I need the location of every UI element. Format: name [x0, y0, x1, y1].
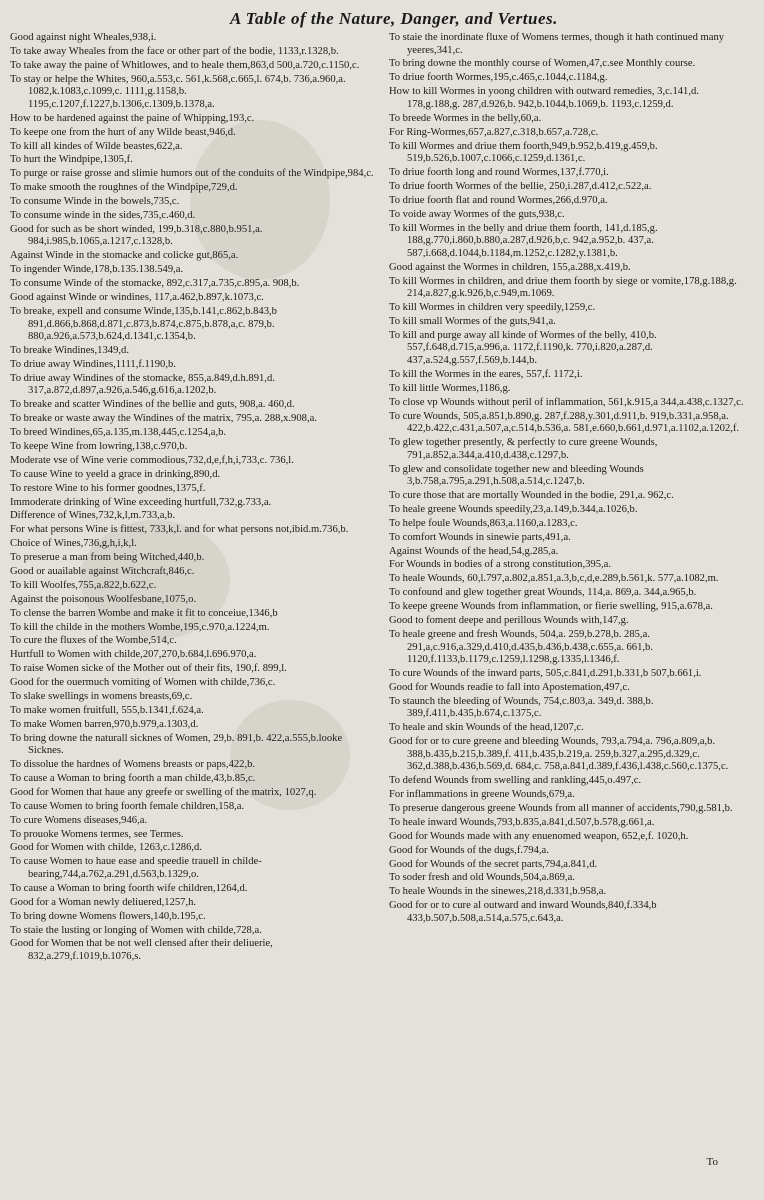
index-entry: To kill all kindes of Wilde beastes,622,a. — [10, 140, 183, 152]
index-entry: Good against night Wheales,938,i. — [10, 32, 157, 43]
index-entry: To stay or helpe the Whites, 960,a.553,c. 561,k.568,c.665,l. 674,b. 736,a.960,a. 1082,k.1083,c.1099,c. 1111,g.1158,b. 1195,c.1207,f.1227,b.1306,c.1309,b.1378,a. — [10, 73, 346, 110]
index-entry: Immoderate drinking of Wine exceeding hurtfull,732,g.733,a. — [10, 496, 272, 508]
index-entry: To kill small Wormes of the guts,941,a. — [389, 315, 556, 327]
index-entry: Good for or to cure greene and bleeding Wounds, 793,a.794,a. 796,a.809,a,b. 388,b.435,b.215,b.389,f. 411,b.435,b.219,a. 259,b.327,a.295,d.329,c. 362,d.388,b.436,b.569,d. 684,c. 758,a.841,d.389,f.436,l.438,c.560,c.1375,c. — [389, 736, 729, 773]
index-entry: To driue foorth Wormes of the bellie, 250,i.287,d.412,c.522,a. — [389, 180, 652, 192]
index-entry: To slake swellings in womens breasts,69,c. — [10, 690, 193, 702]
index-entry: Good for the ouermuch vomiting of Women with childe,736,c. — [10, 677, 276, 689]
index-entry: To comfort Wounds in sinewie parts,491,a. — [389, 531, 571, 543]
index-entry: To consume winde in the sides,735,c.460,d. — [10, 209, 196, 221]
index-entry: Against Wounds of the head,54,g.285,a. — [389, 545, 559, 557]
index-entry: Good to foment deepe and perillous Wounds with,147,g. — [389, 615, 629, 627]
index-entry: Choice of Wines,736,g,h,i,k,l. — [10, 538, 137, 550]
index-entry: To heale Wounds in the sinewes,218,d.331,b.958,a. — [389, 886, 607, 898]
index-entry: Good or auailable against Witchcraft,846,c. — [10, 565, 195, 577]
index-entry: To breed Windines,65,a.135,m.138,445,c.1254,a,b. — [10, 427, 227, 439]
index-entry: To voide away Wormes of the guts,938,c. — [389, 208, 565, 220]
index-entry: To bring downe the naturall sicknes of Women, 29,b. 891,b. 422,a.555,b.looke Sicknes. — [10, 732, 343, 757]
index-entry: To consume Winde of the stomacke, 892,c.317,a.735,c.895,a. 908,b. — [10, 278, 300, 290]
index-entry: Good for or to cure al outward and inward Wounds,840,f.334,b 433,b.507,b.508,a.514,a.575,c.643,a. — [389, 900, 657, 924]
index-entry: To cure Womens diseases,946,a. — [10, 814, 148, 826]
index-entry: To kill Wormes and driue them foorth,949,b.952,b.419,g.459,b. 519,b.526,b.1007,c.1066,c.1259,d.1361,c. — [389, 140, 658, 165]
index-entry: To dissolue the hardnes of Womens breasts or paps,422,b. — [10, 759, 256, 771]
index-entry: For what persons Wine is fittest, 733,k,l. and for what persons not,ibid.m.736,b. — [10, 524, 349, 536]
index-entry: Against Winde in the stomacke and colicke gut,865,a. — [10, 250, 239, 262]
index-entry: To make smooth the roughnes of the Windpipe,729,d. — [10, 182, 238, 194]
index-entry: To close vp Wounds without peril of inflammation, 561,k.915,a 344,a.438,c.1327,c. — [389, 396, 744, 408]
index-entry: To driue away Windines of the stomacke, 855,a.849,d.h.891,d. 317,a.872,d.897,a.926,a.546,g.616,a.1202,b. — [10, 372, 275, 397]
index-entry: To kill Woolfes,755,a.822,b.622,c. — [10, 579, 157, 591]
index-entry: Good for Wounds made with any enuenomed weapon, 652,e,f. 1020,h. — [389, 830, 689, 842]
index-entry: To heale greene and fresh Wounds, 504,a. 259,b.278,b. 285,a. 291,a,c.916,a.329,d.410,d.435,b.436,b.438,c.655,a. 661,b. 1120,f.1133,b.1179,c.1259,l.1298,g.1335,l.1346,f. — [389, 628, 653, 666]
index-entry: To preserue a man from being Witched,440,b. — [10, 552, 205, 564]
index-entry: To heale greene Wounds speedily,23,a.149,b.344,a.1026,b. — [389, 503, 638, 515]
index-entry: To staie the lusting or longing of Women with childe,728,a. — [10, 924, 262, 936]
index-entry: For inflammations in greene Wounds,679,a. — [389, 789, 575, 801]
index-entry: To cure Wounds of the inward parts, 505,c.841,d.291,b.331,b 507,b.661,i. — [389, 668, 702, 679]
index-entry: To kill the Wormes in the eares, 557,f. 1172,i. — [389, 368, 583, 380]
index-entry: Good for Women with childe, 1263,c.1286,d. — [10, 842, 202, 854]
index-entry: To raise Women sicke of the Mother out of their fits, 190,f. 899,l. — [10, 663, 287, 675]
index-entry: To glew and consolidate together new and bleeding Wounds 3,b.758,a.795,a.291,h.508,a.514,c.1247,b. — [389, 463, 644, 488]
index-entry: To confound and glew together great Wounds, 114,a. 869,a. 344,a.965,b. — [389, 587, 697, 599]
index-entry: To cure Wounds, 505,a.851,b.890,g. 287,f.288,y.301,d.911,b. 919,b.331,a.958,a. 422,b.422,c.431,a.507,a,c.514,b.536,a. 581,e.660,b.661,d.971,a.1102,a.1202,f. — [389, 410, 740, 435]
index-entry: To cause Women to haue ease and speedie trauell in childe-bearing,744,a.762,a.291,d.563,b.1329,o. — [10, 856, 262, 880]
index-entry: To breede Wormes in the belly,60,a. — [389, 112, 542, 124]
index-entry: To soder fresh and old Wounds,504,a.869,a. — [389, 872, 575, 884]
index-entry: To bring downe the monthly course of Women,47,c.see Monthly course. — [389, 58, 696, 70]
index-entry: How to be hardened against the paine of Whipping,193,c. — [10, 112, 255, 124]
index-entry: To prouoke Womens termes, see Termes. — [10, 828, 184, 840]
index-entry: Moderate vse of Wine verie commodious,732,d,e,f,h,i,733,c. 736,l. — [10, 454, 294, 466]
index-entry: To ingender Winde,178,b.135.138.549,a. — [10, 264, 184, 276]
index-entry: To take away Wheales from the face or other part of the bodie, 1133,r.1328,b. — [10, 45, 339, 57]
index-entry: To driue foorth long and round Wormes,137,f.770,i. — [389, 167, 609, 179]
index-entry: Against the poisonous Woolfesbane,1075,o. — [10, 593, 197, 605]
index-entry: To hurt the Windpipe,1305,f. — [10, 154, 133, 166]
index-entry: To cause a Woman to bring foorth a man childe,43,b.85,c. — [10, 773, 256, 785]
index-entry: To heale inward Wounds,793,b.835,a.841,d.507,b.578,g.661,a. — [389, 816, 655, 828]
page-title: A Table of the Nature, Danger, and Vertues. — [230, 9, 558, 28]
index-entry: To bring downe Womens flowers,140,b.195,c. — [10, 910, 206, 922]
index-entry: Good for Wounds of the secret parts,794,a.841,d. — [389, 858, 598, 870]
index-entry: To glew together presently, & perfectly to cure greene Wounds, 791,a.852,a.344,a.410,d.438,c.1297,b. — [389, 437, 658, 461]
index-entry: To kill the childe in the mothers Wombe,195,c.970,a.1224,m. — [10, 621, 270, 633]
index-entry: To keepe Wine from lowring,138,c.970,b. — [10, 440, 188, 452]
index-entry: To kill and purge away all kinde of Wormes of the belly, 410,b. 557,f.648,d.715,a.996,a. 1172,f.1190,k. 770,i.820,a.287,d. 437,a.524,g.557,f.569,b.144,b. — [389, 329, 657, 366]
index-entry: To helpe foule Wounds,863,a.1160,a.1283,c. — [389, 517, 578, 529]
index-entry: Good against Winde or windines, 117,a.462,b.897,k.1073,c. — [10, 292, 264, 304]
index-entry: To staie the inordinate fluxe of Womens termes, though it hath continued many yeeres,341,c. — [389, 32, 725, 56]
index-entry: How to kill Wormes in yoong children with outward remedies, 3,c.141,d. 178,g.188,g. 287,d.926,b. 942,b.1044,b.1069,b. 1193,c.1259,d. — [389, 86, 699, 110]
index-entry: Good against the Wormes in children, 155,a.288,x.419,b. — [389, 261, 631, 273]
index-entry: To keepe greene Wounds from inflammation, or fierie swelling, 915,a.678,a. — [389, 601, 713, 613]
index-entry: To consume Winde in the bowels,735,c. — [10, 196, 180, 208]
index-entry: To driue foorth Wormes,195,c.465,c.1044,c.1184,g. — [389, 72, 608, 84]
index-entry: Good for Wounds readie to fall into Apostemation,497,c. — [389, 681, 630, 693]
index-entry: To kill Wormes in the belly and driue them foorth, 141,d.185,g. 188,g.770,i.860,b.880,a.287,d.926,b,c. 942,a.952,b. 437,a. 587,i.668,d.1044,b.1184,m.1252,c.1282,y.1381,b. — [389, 222, 658, 259]
index-entry: To staunch the bleeding of Wounds, 754,c.803,a. 349,d. 388,b. 389,f.411,b.435,b.674,c.1375,c. — [389, 695, 654, 720]
left-column — [10, 32, 375, 965]
index-entry: To kill Wormes in children very speedily,1259,c. — [389, 302, 596, 314]
index-columns — [10, 32, 754, 965]
index-entry: Good for Wounds of the dugs,f.794,a. — [389, 844, 549, 856]
index-entry: To kill little Wormes,1186,g. — [389, 382, 511, 394]
index-entry: To cause Wine to yeeld a grace in drinking,890,d. — [10, 468, 221, 480]
index-entry: For Wounds in bodies of a strong constitution,395,a. — [389, 559, 611, 571]
right-column — [389, 32, 754, 965]
index-entry: To heale and skin Wounds of the head,1207,c. — [389, 722, 584, 734]
index-entry: To cure those that are mortally Wounded in the bodie, 291,a. 962,c. — [389, 490, 674, 502]
index-entry: To cause Women to bring foorth female children,158,a. — [10, 800, 245, 812]
index-entry: To clense the barren Wombe and make it fit to conceiue,1346,b — [10, 607, 278, 619]
index-entry: To take away the paine of Whitlowes, and to heale them,863,d 500,a.720,c.1150,c. — [10, 59, 360, 71]
index-entry: To purge or raise grosse and slimie humors out of the conduits of the Windpipe,984,c. — [10, 168, 374, 180]
index-entry: To breake, expell and consume Winde,135,b.141,c.862,b.843,b 891,d.866,b.868,d.871,c.873,b.874,c.875,b.878,a,c. 879,b. 880,a.926,a.573,b.624,d.1341,c.1354,b. — [10, 305, 277, 343]
catchword: To — [706, 1156, 718, 1168]
index-entry: To kill Wormes in children, and driue them foorth by siege or vomite,178,g.188,g. 214,a.827,g.k.926,b,c.949,m.1069. — [389, 275, 737, 300]
index-entry: To make women fruitfull, 555,b.1341,f.624,a. — [10, 704, 204, 716]
index-entry: Difference of Wines,732,k,l,m.733,a,b. — [10, 510, 176, 522]
index-entry: To keepe one from the hurt of any Wilde beast,946,d. — [10, 126, 236, 138]
index-entry: Good for a Woman newly deliuered,1257,h. — [10, 896, 197, 908]
index-entry: Good for Women that haue any greefe or swelling of the matrix, 1027,q. — [10, 786, 317, 798]
index-entry: To restore Wine to his former goodnes,1375,f. — [10, 482, 206, 494]
index-entry: To breake or waste away the Windines of the matrix, 795,a. 288,x.908,a. — [10, 413, 317, 425]
index-entry: Good for such as be short winded, 199,b.318,c.880,b.951,a. 984,i.985,b.1065,a.1217,c.1328,b. — [10, 223, 263, 248]
index-entry: To heale Wounds, 60,l.797,a.802,a.851,a.3,b,c,d,e.289,b.561,k. 577,a.1082,m. — [389, 573, 719, 585]
index-entry: To preserue dangerous greene Wounds from all manner of accidents,790,g.581,b. — [389, 803, 733, 815]
index-entry: To defend Wounds from swelling and rankling,445,o.497,c. — [389, 775, 642, 787]
index-entry: To make Women barren,970,b.979,a.1303,d. — [10, 718, 199, 730]
index-entry: For Ring-Wormes,657,a.827,c.318,b.657,a.728,c. — [389, 126, 599, 138]
index-entry: To driue foorth flat and round Wormes,266,d.970,a. — [389, 194, 608, 206]
index-entry: Good for Women that be not well clensed after their deliuerie, 832,a.279,f.1019,b.1076,s. — [10, 938, 273, 962]
index-entry: To breake Windines,1349,d. — [10, 345, 129, 356]
index-entry: To driue away Windines,1111,f.1190,b. — [10, 358, 176, 370]
index-entry: Hurtfull to Women with childe,207,270,b.684,l.696.970,a. — [10, 649, 257, 661]
index-entry: To cause a Woman to bring foorth wife children,1264,d. — [10, 882, 248, 894]
index-entry: To breake and scatter Windines of the bellie and guts, 908,a. 460,d. — [10, 399, 295, 411]
index-entry: To cure the fluxes of the Wombe,514,c. — [10, 635, 177, 647]
